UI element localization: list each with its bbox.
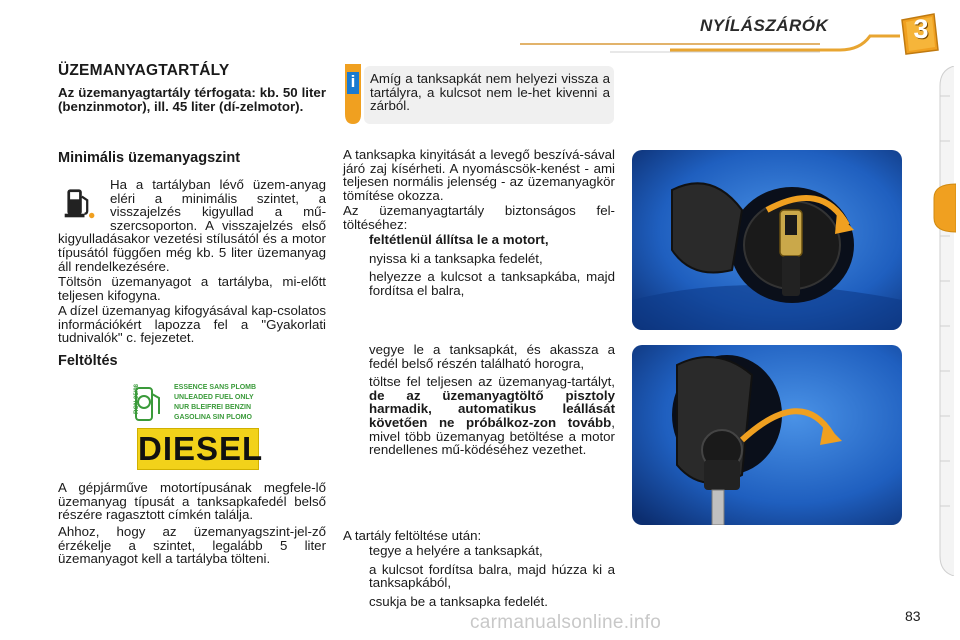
list-item [343, 544, 615, 558]
watermark: carmanualsonline.info [470, 612, 662, 633]
min-level-para-3: A dízel üzemanyag kifogyásával kap-csolatos információkért lapozza fel a "Gyakorlati tudnivalók" c. fejezetet. [58, 303, 326, 346]
mid-para-2: Az üzemanyagtartály biztonságos fel-töltéséhez: [343, 203, 615, 232]
chapter-title: NYÍLÁSZÁRÓK [700, 16, 829, 35]
list-item-text: helyezze a kulcsot a tanksapkába, majd fordítsa el balra, [369, 269, 615, 298]
after-refuel-heading: A tartály feltöltése után: [343, 528, 482, 543]
label-line-4: GASOLINA SIN PLOMO [174, 414, 252, 421]
refuel-para-1: A gépjárműve motortípusának megfele-lő üzemanyag típusát a tanksapkafedél belső részére ragasztott címkén találja. [58, 480, 326, 523]
after-refuel-list [343, 544, 615, 613]
diesel-label-text: DIESEL [138, 430, 264, 467]
list-item-text: tegye a helyére a tanksapkát, [369, 543, 543, 558]
list-item [343, 270, 615, 297]
list-item [343, 595, 615, 609]
unleaded-fuel-label [134, 384, 266, 426]
label-line-1: ESSENCE SANS PLOMB [174, 384, 257, 391]
refuel-steps-list-1 [343, 233, 615, 302]
section-title: ÜZEMANYAGTARTÁLY [58, 62, 230, 79]
list-item-bold-text: de az üzemanyagtöltő pisztoly harmadik, automatikus leállását követően ne próbálkoz-zon tovább [369, 387, 615, 430]
refuel-heading: Feltöltés [58, 353, 118, 369]
list-item-text: nyissa ki a tanksapka fedelét, [369, 250, 543, 266]
ron-text: RON 95/98 [134, 383, 141, 415]
list-item [343, 233, 615, 247]
fuel-flap-photo-2 [632, 345, 902, 525]
label-line-3: NUR BLEIFREI BENZIN [174, 404, 251, 411]
list-item-text: feltétlenül állítsa le a motort, [369, 232, 549, 247]
fuel-cap-removal-illustration [632, 345, 902, 525]
list-item-text: a kulcsot fordítsa balra, majd húzza ki a tanksapkából, [369, 561, 615, 591]
min-level-text-1: Ha a tartályban lévő üzem-anyag eléri a minimális szintet, a visszajelzés kigyullad a mű-szercsoporton. A visszajelzés első kigyulladásakor vezetési stílusától és a motor típusától függően még kb. 5 liter üzemanyag áll rendelkezésére. [58, 177, 326, 274]
min-level-para-1 [58, 178, 326, 273]
fuel-flap-photo-1 [632, 150, 902, 330]
list-item-text: csukja be a tanksapka fedelét. [369, 593, 548, 609]
chapter-tab-strip [926, 66, 956, 576]
min-level-para-2: Töltsön üzemanyagot a tartályba, mi-előtt teljesen kifogyna. [58, 274, 326, 303]
icon-spacer [58, 178, 110, 230]
list-item [343, 343, 615, 370]
tank-capacity-intro: Az üzemanyagtartály térfogata: kb. 50 liter (benzinmotor), ill. 45 liter (dí-zelmotor). [58, 85, 326, 114]
label-line-2: UNLEADED FUEL ONLY [174, 394, 254, 401]
list-item-text: töltse fel teljesen az üzemanyag-tartályt, [369, 374, 615, 390]
list-item [343, 252, 615, 266]
mid-para-1: A tanksapka kinyitását a levegő beszívá-sával járó zaj kísérheti. A nyomáscsök-kenést - ami teljesen normális jelenség - az üzemanyagkör tömítése okozza. [343, 147, 615, 203]
info-icon-letter: i [350, 72, 356, 91]
list-item [343, 563, 615, 590]
diesel-label [137, 428, 264, 470]
page-number: 83 [905, 608, 921, 624]
list-item-text-end: , mivel több üzemanyag betöltése a motor rendellenes mű-ködéséhez vezethet. [369, 414, 615, 458]
list-item-text: vegye le a tanksapkát, és akassza a fedél belső részén található horogra, [369, 342, 615, 371]
info-box-text: Amíg a tanksapkát nem helyezi vissza a tartályra, a kulcsot nem le-het kivenni a zárból. [370, 71, 610, 114]
refuel-para-2: Ahhoz, hogy az üzemanyagszint-jel-ző érzékelje a szintet, legalább 5 liter üzemanyagot kell a tartályba tölteni. [58, 524, 326, 567]
fuel-flap-open-illustration [632, 150, 902, 330]
min-level-heading: Minimális üzemanyagszint [58, 150, 241, 166]
refuel-steps-list-2 [343, 343, 615, 462]
list-item [343, 375, 615, 457]
chapter-number: 3 [913, 14, 929, 44]
